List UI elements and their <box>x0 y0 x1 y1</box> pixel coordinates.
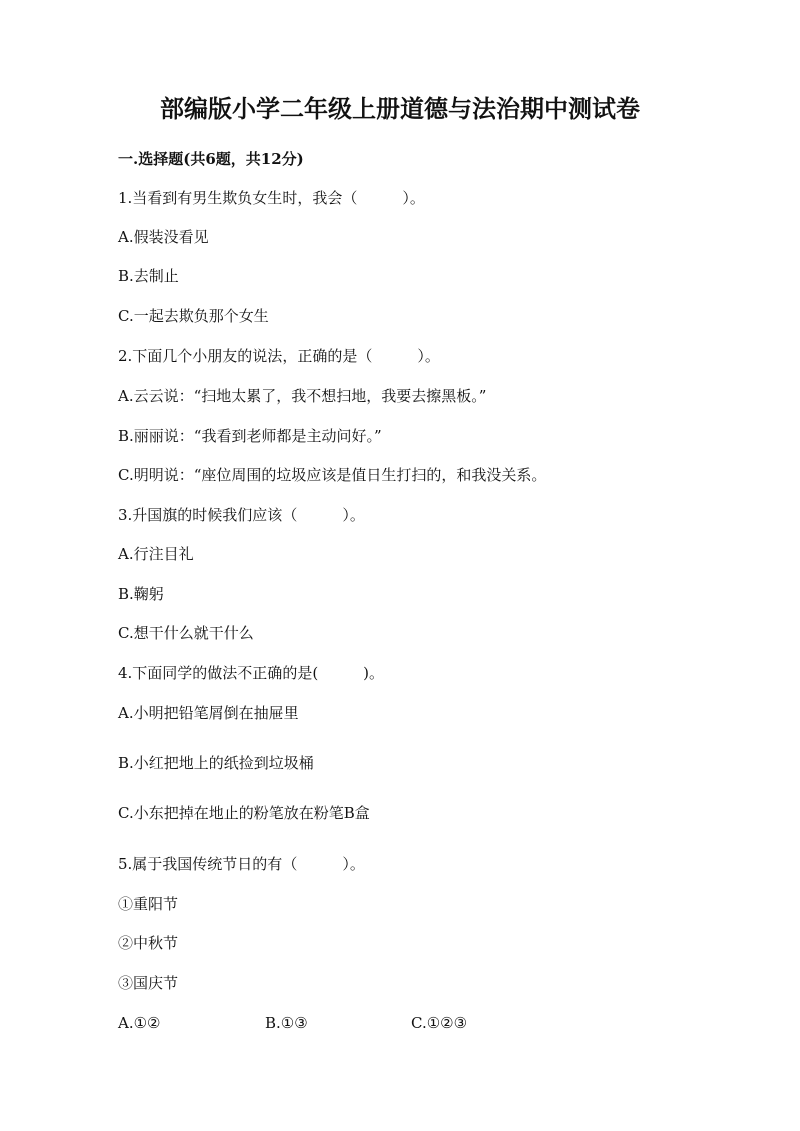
question-4: 4.下面同学的做法不正确的是( )。 <box>118 664 385 682</box>
question-4-option-a: A.小明把铅笔屑倒在抽屉里 <box>118 704 299 722</box>
question-5: 5.属于我国传统节日的有（ ）。 <box>118 855 365 873</box>
question-5-item-3: ③国庆节 <box>118 974 179 992</box>
question-1: 1.当看到有男生欺负女生时，我会（ ）。 <box>118 189 425 207</box>
question-5-option-c: C.①②③ <box>411 1014 468 1032</box>
question-5-option-b: B.①③ <box>265 1014 308 1032</box>
question-2-option-a: A.云云说：“扫地太累了，我不想扫地，我要去擦黑板。” <box>118 387 487 405</box>
question-5-options <box>118 1012 678 1034</box>
question-1-option-a: A.假装没看见 <box>118 228 209 246</box>
question-1-option-c: C.一起去欺负那个女生 <box>118 307 269 325</box>
question-3-option-a: A.行注目礼 <box>118 545 194 563</box>
question-5-item-2: ②中秋节 <box>118 934 179 952</box>
question-3-option-b: B.鞠躬 <box>118 585 164 603</box>
question-4-option-b: B.小红把地上的纸捡到垃圾桶 <box>118 754 314 772</box>
question-5-option-a: A.①② <box>118 1014 161 1032</box>
question-3-option-c: C.想干什么就干什么 <box>118 624 254 642</box>
page-title: 部编版小学二年级上册道德与法治期中测试卷 <box>160 94 640 123</box>
question-3: 3.升国旗的时候我们应该（ ）。 <box>118 506 365 524</box>
section-heading: 一.选择题(共6题，共12分) <box>118 150 304 168</box>
question-2-option-b: B.丽丽说：“我看到老师都是主动问好。” <box>118 427 382 445</box>
question-1-option-b: B.去制止 <box>118 267 179 285</box>
question-5-item-1: ①重阳节 <box>118 895 179 913</box>
question-4-option-c: C.小东把掉在地止的粉笔放在粉笔B盒 <box>118 804 370 822</box>
question-2-option-c: C.明明说：“座位周围的垃圾应该是值日生打扫的，和我没关系。 <box>118 466 547 484</box>
question-2: 2.下面几个小朋友的说法，正确的是（ ）。 <box>118 347 440 365</box>
